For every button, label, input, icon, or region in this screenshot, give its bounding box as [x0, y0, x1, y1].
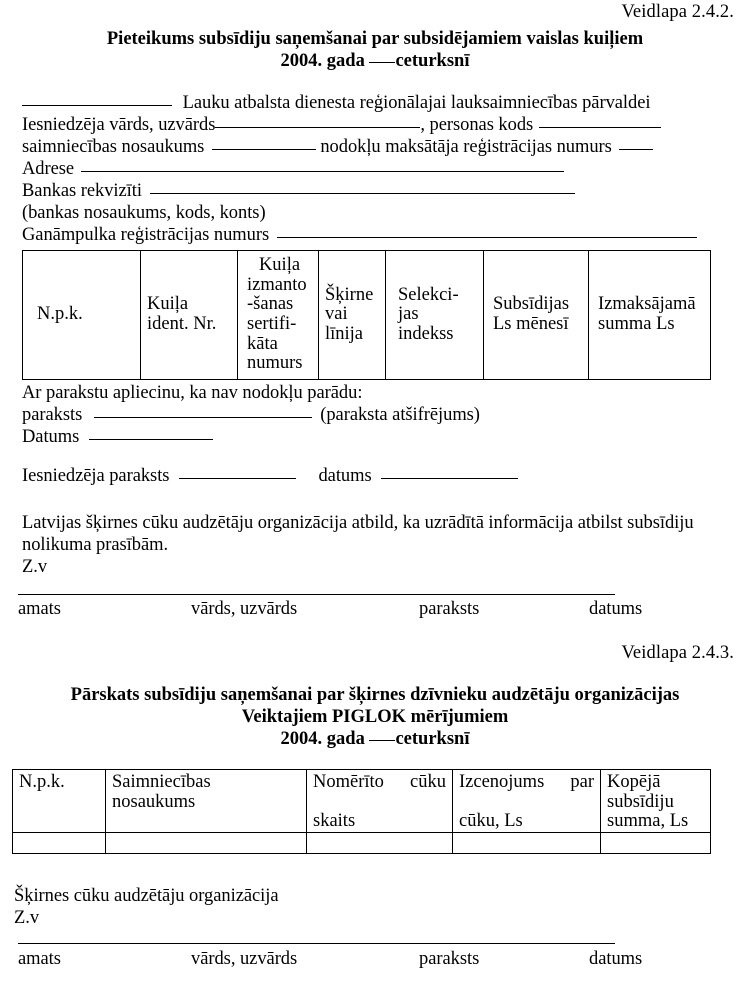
th-breed-l2: vai [325, 304, 348, 325]
td2-measured-pigs [307, 832, 453, 853]
th-pay-l1: Izmaksājamā [598, 294, 696, 315]
form2-title-line2: Veiktajiem PIGLOK mērījumiem [241, 707, 509, 727]
bank-details-blank [150, 193, 575, 194]
herd-reg-label: Ganāmpulka reģistrācijas numurs [22, 225, 270, 245]
footer-col-date-2: datums [589, 949, 643, 969]
date-row [22, 427, 213, 448]
form1-quarter-blank [369, 62, 395, 63]
footer-col-amats-1: amats [18, 599, 61, 619]
signature-blank [94, 417, 312, 418]
footer-rule-2 [18, 943, 615, 944]
th-pay-l2: summa Ls [598, 314, 675, 334]
form2-title-line1: Pārskats subsīdiju saņemšanai par šķirnes dzīvnieku audzētāju organizācijas [70, 685, 680, 705]
form2-title-line3 [0, 729, 750, 750]
authority-field-row [22, 93, 650, 114]
th2-price-per-pig [453, 770, 601, 833]
herd-reg-row [22, 225, 697, 246]
tax-reg-blank [619, 149, 653, 150]
personal-code-label: , personas kods [420, 115, 534, 135]
form2-title-quarter: ceturksnī [395, 729, 470, 749]
applicant-signature-label: Iesniedzēja paraksts [22, 466, 170, 486]
piglok-report-table [12, 769, 711, 854]
th-breed-l1: Šķirne [325, 284, 374, 305]
th2-total-l1: Kopējā subsīdiju [607, 772, 674, 812]
footer-col-date-1: datums [589, 599, 643, 619]
th-cert-l1: Kuiļa [258, 255, 301, 276]
org-statement-line1: Latvijas šķirnes cūku audzētāju organizācija atbild, ka uzrādītā informācija atbilst subsīdiju [22, 513, 694, 533]
form-number-1: Veidlapa 2.4.2. [621, 2, 734, 22]
th2-npk [13, 770, 106, 833]
td2-npk [13, 832, 106, 853]
seal-label-2: Z.v [14, 908, 40, 928]
form-number-2: Veidlapa 2.4.3. [621, 643, 734, 663]
th-sel-l1: Selekci- [398, 284, 459, 305]
th-cert-number [238, 251, 319, 380]
footer-col-name-1: vārds, uzvārds [191, 599, 298, 619]
th2-measured-l2: skaits [313, 811, 356, 832]
farm-name-blank [212, 149, 316, 150]
form1-title-quarter: ceturksnī [395, 51, 470, 71]
bank-details-hint: (bankas nosaukums, kods, konts) [22, 203, 266, 223]
farm-name-row [22, 137, 653, 158]
address-label: Adrese [22, 159, 75, 179]
form2-title-year: 2004. gada [280, 729, 370, 749]
td2-farm-name [106, 832, 307, 853]
th-boar-id-l1: Kuiļa [147, 294, 189, 315]
th-sel-l2: jas [398, 304, 419, 325]
th-sub-l2: Ls mēnesī [493, 314, 569, 334]
authority-blank [22, 105, 172, 106]
applicant-name-row [22, 115, 661, 136]
th-subsidy-month [484, 251, 589, 380]
th2-price-l2: cūku, Ls [459, 811, 523, 832]
th-sel-l3: indekss [398, 323, 454, 344]
tax-reg-label: nodokļu maksātāja reģistrācijas numurs [320, 137, 612, 157]
signature-hint: (paraksta atšifrējums) [320, 405, 480, 425]
signature-row [22, 405, 480, 426]
date-label: Datums [22, 427, 80, 447]
footer-col-amats-2: amats [18, 949, 61, 969]
th2-total-subsidy [601, 770, 711, 833]
boars-subsidy-table [22, 250, 711, 380]
th2-measured-pigs [307, 770, 453, 833]
th-cert-l5: kāta [247, 333, 278, 354]
address-row [22, 159, 564, 180]
th-payable-sum [589, 251, 711, 380]
bank-details-row [22, 181, 575, 202]
td2-total-subsidy [601, 832, 711, 853]
org-statement-line2: nolikuma prasībām. [22, 535, 169, 555]
date-blank [89, 439, 213, 440]
th-cert-l2: izmanto [247, 274, 307, 295]
th-boar-id [141, 251, 238, 380]
th-sub-l1: Subsīdijas [493, 294, 570, 315]
applicant-name-blank [215, 127, 420, 128]
th-cert-l6: numurs [247, 353, 303, 374]
signature-label: paraksts [22, 405, 83, 425]
th-cert-l3: -šanas [247, 294, 294, 315]
table-row [23, 251, 711, 380]
th2-total-l2: summa, Ls [607, 811, 689, 832]
th2-farm-name [106, 770, 307, 833]
form2-quarter-blank [369, 740, 395, 741]
th-boar-id-l2: ident. Nr. [147, 314, 217, 334]
herd-reg-blank [277, 237, 697, 238]
personal-code-blank [539, 127, 661, 128]
applicant-name-label: Iesniedzēja vārds, uzvārds [22, 115, 216, 135]
bank-details-label: Bankas rekvizīti [22, 181, 142, 201]
th2-npk-l1: N.p.k. [19, 772, 65, 792]
th-selection-index [386, 251, 484, 380]
footer-rule-1 [18, 594, 615, 595]
address-blank [81, 171, 564, 172]
th2-farm-l1: Saimniecības [112, 772, 211, 792]
footer-col-signature-2: paraksts [419, 949, 480, 969]
th2-price-l1: Izcenojums par [459, 772, 594, 792]
applicant-signature-blank [179, 478, 296, 479]
th2-farm-l2: nosaukums [112, 791, 196, 812]
farm-name-label: saimniecības nosaukums [22, 137, 205, 157]
th-npk-l1: N.p.k. [37, 304, 83, 325]
authority-label: Lauku atbalsta dienesta reģionālajai lauksaimniecības pārvaldei [182, 93, 651, 113]
table-row [13, 832, 711, 853]
tax-declaration-text: Ar parakstu apliecinu, ka nav nodokļu parādu: [22, 383, 363, 403]
footer-col-name-2: vārds, uzvārds [191, 949, 298, 969]
applicant-date-label: datums [318, 466, 372, 486]
th-npk [23, 251, 141, 380]
th-breed-line [319, 251, 386, 380]
th-cert-l4: sertifi- [247, 314, 297, 334]
seal-label-1: Z.v [22, 557, 48, 577]
th-breed-l3: līnija [325, 323, 364, 344]
org-label-2: Šķirnes cūku audzētāju organizācija [14, 886, 279, 906]
form1-title-line2 [0, 51, 750, 72]
form1-title-year: 2004. gada [280, 51, 370, 71]
td2-price-per-pig [453, 832, 601, 853]
th2-measured-l1: Nomērīto cūku [313, 772, 446, 792]
form1-title-line1: Pieteikums subsīdiju saņemšanai par subsidējamiem vaislas kuiļiem [106, 29, 644, 49]
footer-col-signature-1: paraksts [419, 599, 480, 619]
applicant-signature-row [22, 466, 518, 487]
applicant-date-blank [381, 478, 518, 479]
table-header-row [13, 770, 711, 833]
